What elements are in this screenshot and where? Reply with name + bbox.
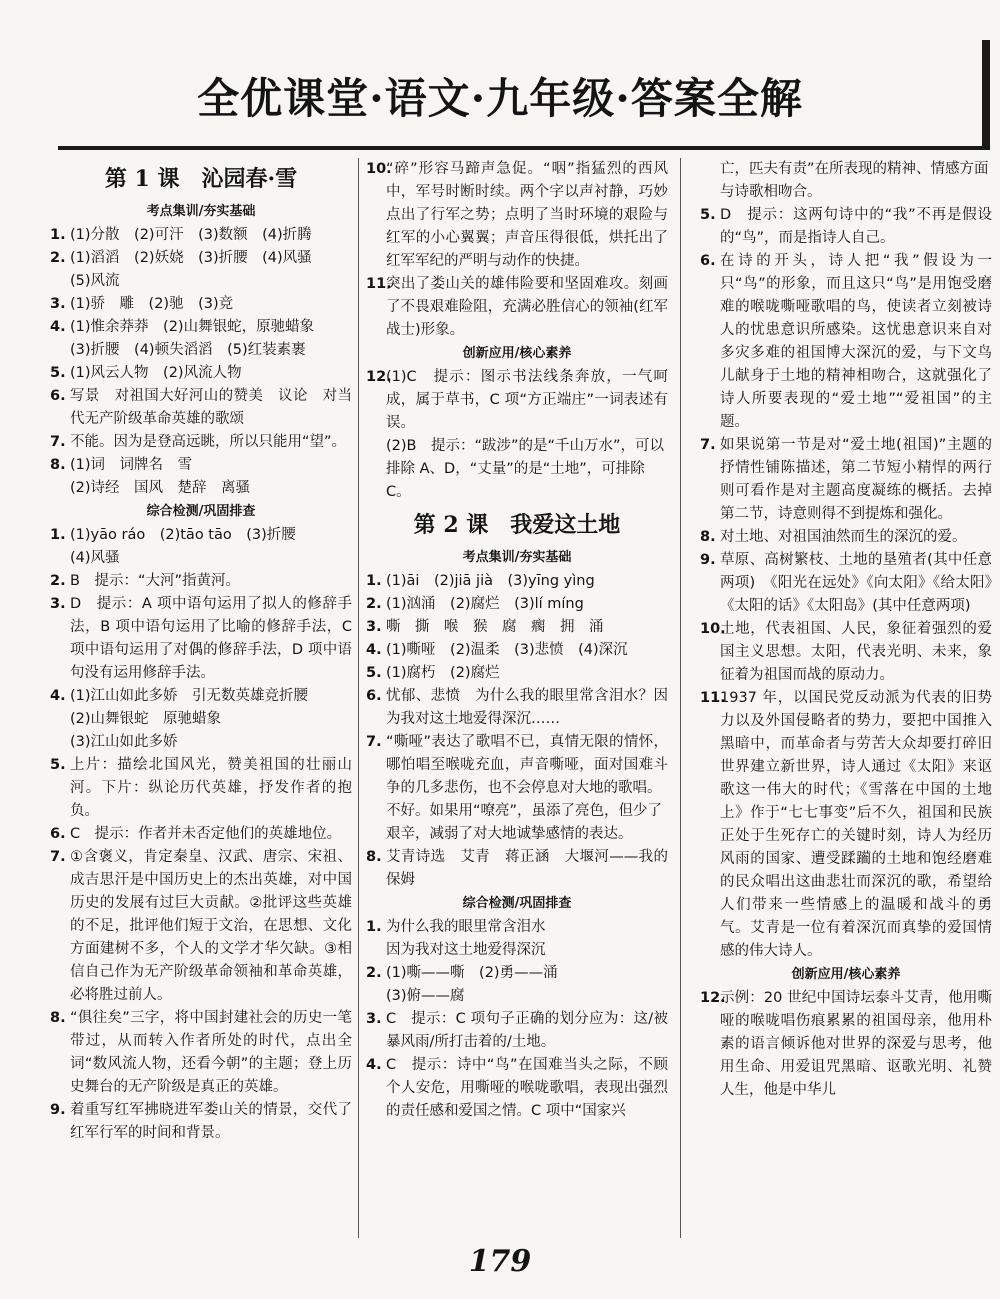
item-text: 艾青诗选 艾青 蒋正涵 大堰河——我的保姆 <box>386 849 668 888</box>
item-number: 1. <box>50 527 66 543</box>
answer-item <box>366 916 668 939</box>
answer-item <box>50 385 352 431</box>
section-heading: 创新应用/核心素养 <box>462 346 572 361</box>
column-left <box>50 158 352 1145</box>
section-heading: 考点集训/夯实基础 <box>146 204 256 219</box>
item-number: 6. <box>50 388 66 404</box>
item-text: (1)词 词牌名 雪 <box>70 457 193 473</box>
item-number: 11. <box>366 276 392 292</box>
item-text: C 提示：作者并未否定他们的英雄地位。 <box>70 826 342 842</box>
item-number: 5. <box>50 365 66 381</box>
answer-item <box>700 618 992 687</box>
section-heading: 创新应用/核心素养 <box>791 967 901 982</box>
item-text: (1)骄 雕 (2)驰 (3)竞 <box>70 296 234 312</box>
item-text: (1)C 提示：图示书法线条奔放，一气呵成，属于草书，C 项“方正端庄”一词表述有误。 <box>386 369 668 431</box>
answer-item <box>50 1007 352 1099</box>
answer-item <box>700 204 992 250</box>
item-number: 3. <box>50 596 66 612</box>
answer-item <box>366 273 668 342</box>
answer-item <box>700 687 992 963</box>
answer-item <box>366 570 668 593</box>
item-number: 4. <box>50 688 66 704</box>
answer-item <box>50 247 352 270</box>
item-text: 草原、高树繁枝、土地的垦殖者(其中任意两项) 《阳光在远处》《向太阳》《给太阳》《太阳的话》《太阳岛》(其中任意两项) <box>720 552 992 614</box>
answer-item <box>50 362 352 385</box>
item-text: 土地，代表祖国、人民，象征着强烈的爱国主义思想。太阳，代表光明、未来，象征着为祖国而战的原动力。 <box>720 621 992 683</box>
answer-item <box>50 224 352 247</box>
item-number: 2. <box>50 573 66 589</box>
item-text: 写景 对祖国大好河山的赞美 议论 对当代无产阶级革命英雄的歌颂 <box>70 388 352 427</box>
section-heading: 综合检测/巩固排查 <box>146 504 256 519</box>
item-text: (1)āi (2)jiā jià (3)yīng yìng <box>386 573 595 589</box>
answer-item <box>50 685 352 708</box>
item-number: 7. <box>50 849 66 865</box>
answer-item <box>50 754 352 823</box>
answer-item <box>366 662 668 685</box>
answer-continuation: 不好。如果用“嘹亮”，虽添了亮色，但少了艰辛，减弱了对大地诚挚感情的表达。 <box>386 803 663 842</box>
item-text: (1)风云人物 (2)风流人物 <box>70 365 242 381</box>
item-number: 4. <box>366 642 382 658</box>
page-title: 全优课堂·语文·九年级·答案全解 <box>197 74 803 123</box>
item-number: 8. <box>700 529 716 545</box>
answer-item <box>50 293 352 316</box>
answer-item <box>700 549 992 618</box>
item-text: (1)嘶——嘶 (2)勇——涌 <box>386 965 558 981</box>
item-number: 8. <box>366 849 382 865</box>
answer-item <box>366 731 668 800</box>
item-number: 9. <box>700 552 716 568</box>
answer-item <box>50 593 352 685</box>
item-number: 7. <box>50 434 66 450</box>
item-number: 3. <box>366 1011 382 1027</box>
item-text: 1937 年，以国民党反动派为代表的旧势力以及外国侵略者的势力，要把中国推入黑暗中，而革命者与劳苦大众却要打碎旧世界建立新世界，诗人通过《太阳》来讴歌这一伟大的时代；《雪落在中国的土地上》作于“七七事变”后不久，祖国和民族正处于生死存亡的关键时刻，诗人为经历风雨的国家、遭受蹂躏的土地和饱经磨难的民众唱出这曲悲壮而深沉的歌，希望给人们带来一些情感上的温暖和战斗的勇气。艾青是一位有着深沉而真挚的爱国情感的伟大诗人。 <box>720 690 992 959</box>
item-text: (1)嘶哑 (2)温柔 (3)悲愤 (4)深沉 <box>386 642 628 658</box>
answer-item <box>700 987 992 1102</box>
answer-item <box>50 846 352 1007</box>
item-number: 1. <box>366 573 382 589</box>
answer-continuation: (2)山舞银蛇 原驰蜡象 <box>70 711 222 727</box>
item-text: 忧郁、悲愤 为什么我的眼里常含泪水？因为我对这土地爱得深沉…… <box>386 688 668 727</box>
item-text: 示例：20 世纪中国诗坛泰斗艾青，他用嘶哑的喉咙唱伤痕累累的祖国母亲，他用朴素的语言倾诉他对世界的深爱与思考，他用生命、用爱诅咒黑暗、讴歌光明、礼赞人生，他是中华儿 <box>720 990 992 1098</box>
lesson-heading: 第 1 课 沁园春·雪 <box>104 166 298 192</box>
answer-item <box>50 823 352 846</box>
item-text: ①含褒义，肯定秦皇、汉武、唐宗、宋祖、成吉思汗是中国历史上的杰出英雄，对中国历史的发展有过巨大贡献。②批评这些英雄的不足，批评他们短于文治，在思想、文化方面建树不多，个人的文学才华欠缺。③相信自己作为无产阶级革命领袖和革命英雄，必将胜过前人。 <box>70 849 352 1003</box>
answer-item <box>366 593 668 616</box>
item-number: 7. <box>700 437 716 453</box>
answer-item <box>366 1054 668 1123</box>
item-text: 在诗的开头，诗人把“我”假设为一只“鸟”的形象，而且这只“鸟”是用饱受磨难的喉咙嘶哑歌唱的鸟，使读者立刻被诗人的忧患意识所感染。这忧患意识来自对多灾多难的祖国博大深沉的爱，与下文鸟儿献身于土地的精神相吻合，这就强化了诗人所要表现的“爱土地”“爱祖国”的主题。 <box>720 253 992 430</box>
item-number: 2. <box>50 250 66 266</box>
answer-continuation: (4)风骚 <box>70 550 120 566</box>
item-number: 10. <box>700 621 726 637</box>
answer-item <box>366 1008 668 1054</box>
answer-continuation: (3)江山如此多娇 <box>70 734 178 750</box>
answer-item <box>366 685 668 731</box>
answer-continuation: (2)诗经 国风 楚辞 离骚 <box>70 480 251 496</box>
item-number: 5. <box>366 665 382 681</box>
item-text: B 提示：“大河”指黄河。 <box>70 573 240 589</box>
item-text: 为什么我的眼里常含泪水 <box>386 919 546 935</box>
item-text: “碎”形容马蹄声急促。“咽”指猛烈的西风中，军号时断时续。两个字以声衬静，巧妙点出了行军之势；点明了当时环境的艰险与红军的小心翼翼；声音压得很低，烘托出了红军军纪的严明与动作的快捷。 <box>386 161 668 269</box>
item-text: D 提示：这两句诗中的“我”不再是假设的“鸟”，而是指诗人自己。 <box>720 207 992 246</box>
item-text: D 提示：A 项中语句运用了拟人的修辞手法，B 项中语句运用了比喻的修辞手法，C 项中语句运用了对偶的修辞手法，D 项中语句没有运用修辞手法。 <box>70 596 352 681</box>
section-heading: 综合检测/巩固排查 <box>462 896 572 911</box>
item-text: (1)汹涌 (2)腐烂 (3)lí míng <box>386 596 584 612</box>
answer-item <box>366 639 668 662</box>
item-number: 5. <box>700 207 716 223</box>
item-number: 5. <box>50 757 66 773</box>
item-text: (1)滔滔 (2)妖娆 (3)折腰 (4)风骚 <box>70 250 312 266</box>
answer-item <box>50 431 352 454</box>
answer-item <box>50 316 352 339</box>
item-number: 10. <box>366 161 392 177</box>
answer-continuation: 因为我对这土地爱得深沉 <box>386 942 546 958</box>
item-number: 8. <box>50 457 66 473</box>
answer-item <box>700 526 992 549</box>
answer-item <box>50 454 352 477</box>
answer-item <box>366 846 668 892</box>
item-number: 8. <box>50 1010 66 1026</box>
lesson-heading: 第 2 课 我爱这土地 <box>413 512 621 538</box>
item-text: (1)腐朽 (2)腐烂 <box>386 665 500 681</box>
item-number: 2. <box>366 965 382 981</box>
column-divider <box>680 158 681 1238</box>
answer-continuation: (3)折腰 (4)顿失滔滔 (5)红装素裹 <box>70 342 306 358</box>
answer-continuation: (5)风流 <box>70 273 120 289</box>
answer-item <box>700 434 992 526</box>
item-text: (1)yāo ráo (2)tāo tāo (3)折腰 <box>70 527 296 543</box>
item-number: 6. <box>700 253 716 269</box>
answer-item <box>366 158 668 273</box>
answer-continuation: (3)俯——腐 <box>386 988 465 1004</box>
item-number: 12. <box>700 990 726 1006</box>
item-number: 9. <box>50 1102 66 1118</box>
item-number: 4. <box>366 1057 382 1073</box>
item-text: 突出了娄山关的雄伟险要和坚固难攻。刻画了不畏艰难险阻，充满必胜信心的领袖(红军战士)形象。 <box>386 276 668 338</box>
item-text: 上片：描绘北国风光，赞美祖国的壮丽山河。下片：纵论历代英雄，抒发作者的抱负。 <box>70 757 352 819</box>
item-number: 6. <box>366 688 382 704</box>
item-number: 4. <box>50 319 66 335</box>
section-heading: 考点集训/夯实基础 <box>462 550 572 565</box>
header-side-bar <box>982 40 990 150</box>
item-number: 2. <box>366 596 382 612</box>
item-text: “俱往矣”三字，将中国封建社会的历史一笔带过，从而转入作者所处的时代，点出全词“数风流人物，还看今朝”的主题；登上历史舞台的无产阶级是真正的英雄。 <box>70 1010 352 1095</box>
item-number: 1. <box>50 227 66 243</box>
column-middle <box>366 158 668 1123</box>
column-divider <box>358 158 359 1238</box>
item-number: 6. <box>50 826 66 842</box>
item-number: 12. <box>366 369 392 385</box>
answer-item <box>366 366 668 435</box>
column-right <box>700 158 992 1102</box>
item-text: 着重写红军拂晓进军娄山关的情景，交代了红军行军的时间和背景。 <box>70 1102 352 1141</box>
item-text: (1)分散 (2)可汗 (3)数额 (4)折腾 <box>70 227 312 243</box>
page-number: 179 <box>468 1244 532 1279</box>
answer-item <box>50 524 352 547</box>
answer-item <box>50 570 352 593</box>
header-rule <box>58 146 990 150</box>
item-text: C 提示：诗中“鸟”在国难当头之际，不顾个人安危，用嘶哑的喉咙歌唱，表现出强烈的责任感和爱国之情。C 项中“国家兴 <box>386 1057 668 1119</box>
item-text: C 提示：C 项句子正确的划分应为：这/被暴风雨/所打击着的/土地。 <box>386 1011 668 1050</box>
item-number: 1. <box>366 919 382 935</box>
answer-continuation: 亡，匹夫有责”在所表现的精神、情感方面与诗歌相吻合。 <box>720 161 989 200</box>
item-number: 3. <box>50 296 66 312</box>
item-number: 3. <box>366 619 382 635</box>
item-text: 嘶 撕 喉 猴 腐 瘸 拥 涌 <box>386 619 604 635</box>
answer-item <box>700 250 992 434</box>
page-header <box>0 0 1000 160</box>
item-text: (1)江山如此多娇 引无数英雄竞折腰 <box>70 688 309 704</box>
item-number: 7. <box>366 734 382 750</box>
answer-item <box>366 962 668 985</box>
item-text: (1)惟余莽莽 (2)山舞银蛇，原驰蜡象 <box>70 319 315 335</box>
answer-item <box>366 616 668 639</box>
item-number: 11. <box>700 690 726 706</box>
item-text: 不能。因为是登高远眺，所以只能用“望”。 <box>70 434 347 450</box>
item-text: 如果说第一节是对“爱土地(祖国)”主题的抒情性铺陈描述，第二节短小精悍的两行则可看作是对主题高度凝练的概括。去掉第二节，诗意则得不到提炼和强化。 <box>720 437 992 522</box>
answer-item <box>50 1099 352 1145</box>
answer-continuation: (2)B 提示：“跋涉”的是“千山万水”，可以排除 A、D，“丈量”的是“土地”，可排除 C。 <box>386 438 665 500</box>
item-text: 对土地、对祖国油然而生的深沉的爱。 <box>720 529 967 545</box>
item-text: “嘶哑”表达了歌唱不已，真情无限的情怀，哪怕唱至喉咙充血，声音嘶哑，面对国难斗争的几多悲伤，也不会停息对大地的歌唱。 <box>386 734 668 796</box>
